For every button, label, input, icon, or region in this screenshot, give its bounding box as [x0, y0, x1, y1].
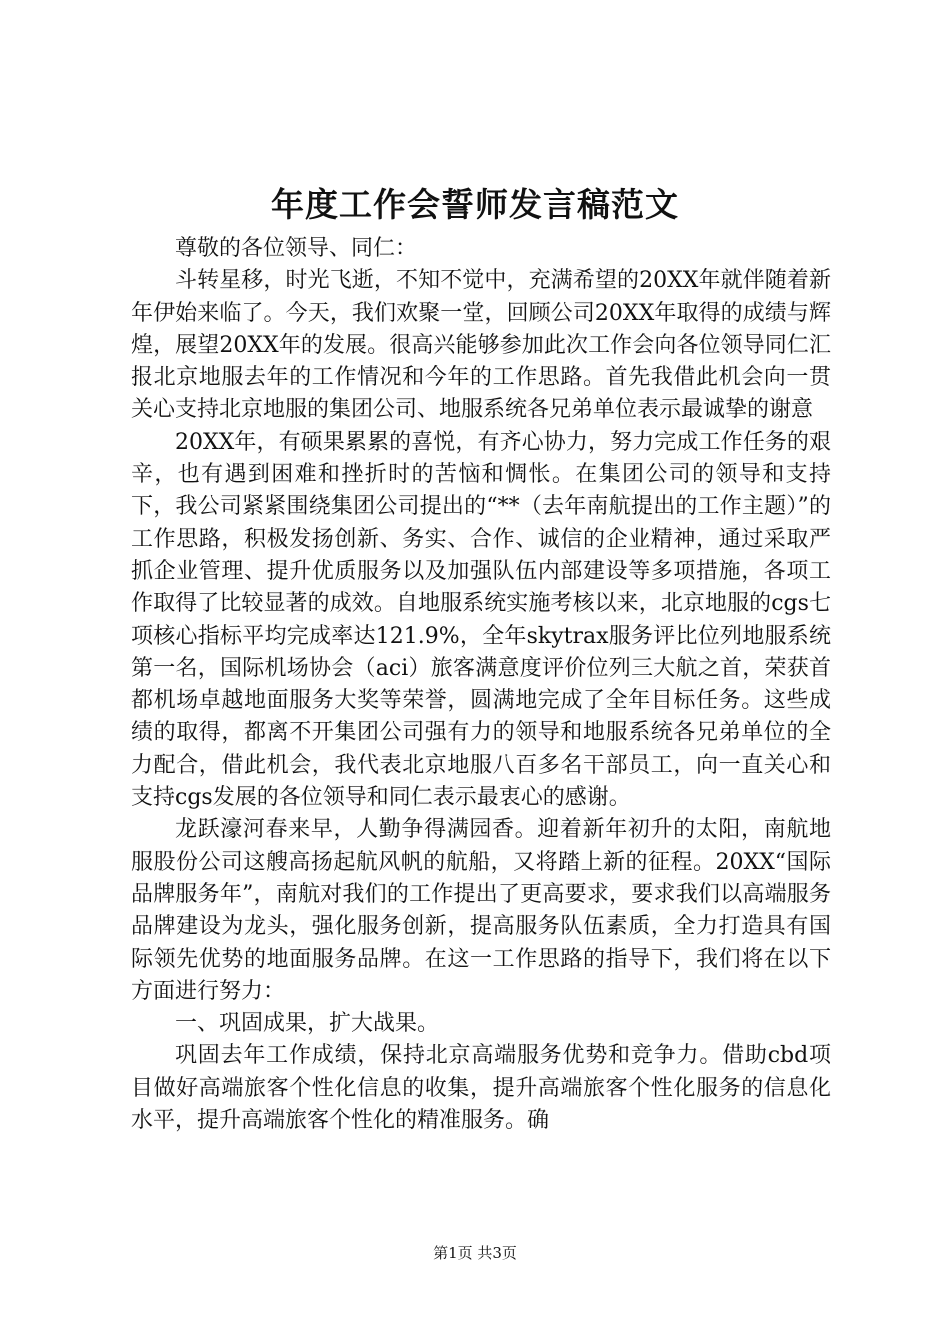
paragraph-4: 巩固去年工作成绩，保持北京高端服务优势和竞争力。借助cbd项目做好高端旅客个性化信息的收集，提升高端旅客个性化服务的信息化水平，提升高端旅客个性化的精准服务。确 — [131, 1043, 831, 1134]
paragraph-2: 20XX年，有硕果累累的喜悦，有齐心协力，努力完成工作任务的艰辛，也有遇到困难和挫折时的苦恼和惆怅。在集团公司的领导和支持下，我公司紧紧围绕集团公司提出的“**（去年南航提出的工作主题）”的工作思路，积极发扬创新、务实、合作、诚信的企业精神，通过采取严抓企业管理、提升优质服务以及加强队伍内部建设等多项措施，各项工作取得了比较显著的成效。自地服系统实施考核以来，北京地服的cgs七项核心指标平均完成率达121.9%，全年skytrax服务评比位列地服系统第一名，国际机场协会（aci）旅客满意度评价位列三大航之首，荣获首都机场卓越地面服务大奖等荣誉，圆满地完成了全年目标任务。这些成绩的取得，都离不开集团公司强有力的领导和地服系统各兄弟单位的全力配合，借此机会，我代表北京地服八百多名干部员工，向一直关心和支持cgs发展的各位领导和同仁表示最衷心的感谢。 — [131, 429, 831, 811]
section-heading-1: 一、巩固成果，扩大战果。 — [175, 1011, 440, 1037]
paragraph-3: 龙跃濠河春来早，人勤争得满园香。迎着新年初升的太阳，南航地服股份公司这艘高扬起航风帆的航船，又将踏上新的征程。20XX“国际品牌服务年”，南航对我们的工作提出了更高要求，要求我们以高端服务品牌建设为龙头，强化服务创新，提高服务队伍素质，全力打造具有国际领先优势的地面服务品牌。在这一工作思路的指导下，我们将在以下方面进行努力： — [131, 817, 831, 1004]
document-title: 年度工作会誓师发言稿范文 — [271, 185, 679, 224]
paragraph-1: 斗转星移，时光飞逝，不知不觉中，充满希望的20XX年就伴随着新年伊始来临了。今天，我们欢聚一堂，回顾公司20XX年取得的成绩与辉煌，展望20XX年的发展。很高兴能够参加此次工作会向各位领导同仁汇报北京地服去年的工作情况和今年的工作思路。首先我借此机会向一贯关心支持北京地服的集团公司、地服系统各兄弟单位表示最诚挚的谢意 — [131, 268, 831, 423]
document-body — [131, 233, 831, 1137]
paragraph-salutation: 尊敬的各位领导、同仁： — [175, 236, 418, 261]
page-footer: 第1页 共3页 — [433, 1244, 517, 1262]
